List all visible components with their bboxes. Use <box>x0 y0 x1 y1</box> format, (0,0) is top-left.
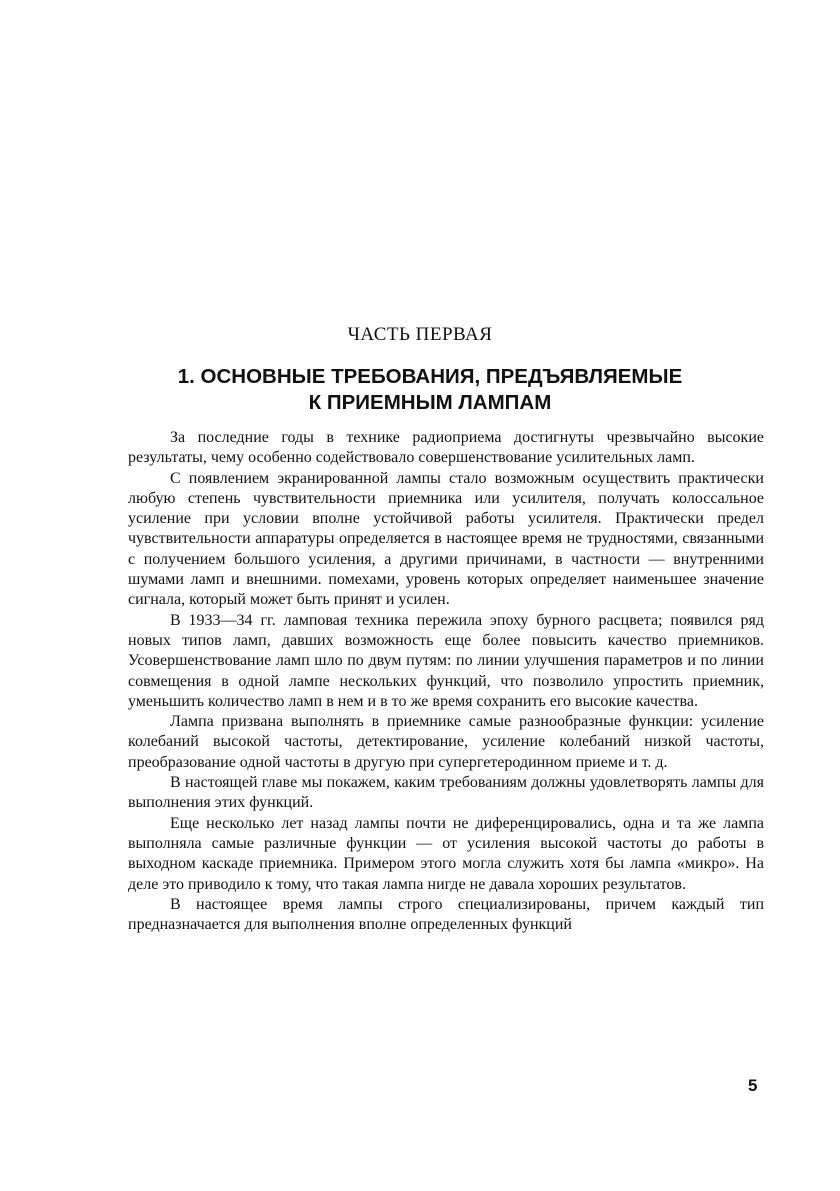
page-number: 5 <box>748 1076 758 1095</box>
chapter-title-line-2: К ПРИЕМНЫМ ЛАМПАМ <box>308 391 552 414</box>
paragraph: В настоящей главе мы покажем, каким требованиям должны удовлетворять лампы для выполнения этих функций. <box>128 774 764 812</box>
paragraph: С появлением экранированной лампы стало возможным осуществить практически любую степень чувствительности приемника или усилителя, получать колоссальное усиление при условии вполне устойчивой работы усилителя. Практически предел чувствительности аппаратуры определяется в настоящее время не трудностями, связанными с получением большого усиления, а другими причинами, в частности — внутренними шумами ламп и внешними. помехами, уровень которых определяет наименьшее значение сигнала, который может быть принят и усилен. <box>128 469 764 609</box>
chapter-title-line-1: 1. ОСНОВНЫЕ ТРЕБОВАНИЯ, ПРЕДЪЯВЛЯЕМЫЕ <box>177 365 683 388</box>
chapter-title <box>120 364 740 416</box>
paragraph: За последние годы в технике радиоприема достигнуты чрезвычайно высокие результаты, чему особенно содействовало совершенствование усилительных ламп. <box>128 429 764 467</box>
body-text <box>128 428 764 935</box>
paragraph: В настоящее время лампы строго специализированы, причем каждый тип предназначается для выполнения вполне определенных функций <box>128 895 764 934</box>
part-title: ЧАСТЬ ПЕРВАЯ <box>347 324 493 345</box>
paragraph: В 1933—34 гг. ламповая техника пережила эпоху бурного расцвета; появился ряд новых типов ламп, давших возможность еще более повысить качество приемников. Усовершенствование ламп шло по двум путям: по линии улучшения параметров и по линии совмещения в одной лампе нескольких функций, что позволило упростить приемник, уменьшить количество ламп в нем и в то же время сохранить его высокие качества. <box>128 611 764 710</box>
paragraph: Лампа призвана выполнять в приемнике самые разнообразные функции: усиление колебаний высокой частоты, детектирование, усиление колебаний низкой частоты, преобразование одной частоты в другую при супергетеродинном приеме и т. д. <box>128 713 764 771</box>
paragraph: Еще несколько лет назад лампы почти не диференцировались, одна и та же лампа выполняла самые различные функции — от усиления высокой частоты до работы в выходном каскаде приемника. Примером этого могла служить хотя бы лампа «микро». На деле это приводило к тому, что такая лампа нигде не давала хороших результатов. <box>128 814 764 893</box>
